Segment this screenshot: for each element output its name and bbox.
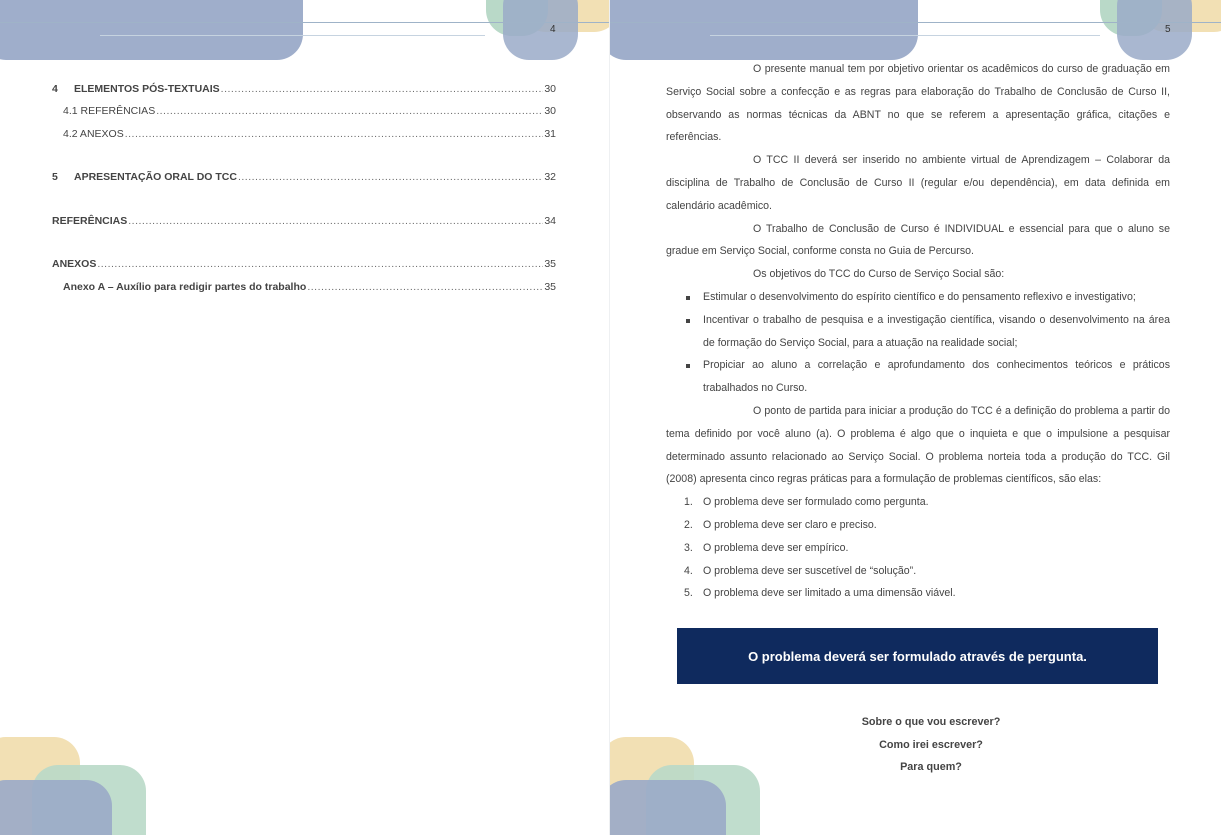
toc-page-number: 32 — [544, 171, 556, 183]
header-line — [610, 22, 1221, 23]
toc-entry[interactable] — [52, 215, 556, 227]
list-item: Propiciar ao aluno a correlação e aprofundamento dos conhecimentos teóricos e práticos trabalhados no Curso. — [703, 354, 1170, 400]
paragraph: O presente manual tem por objetivo orientar os acadêmicos do curso de graduação em Serviço Social sobre a confecção e as regras para elaboração do Trabalho de Conclusão de Curso II, observando as normas técnicas da ABNT no que se referem a apresentação gráfica, citações e referências. — [666, 63, 1170, 144]
body-text — [666, 58, 1170, 605]
paragraph: O TCC II deverá ser inserido no ambiente virtual de Aprendizagem – Colaborar da disciplina de Trabalho de Conclusão de Curso II (regular e/ou dependência), em data definida em calendário acadêmico. — [666, 154, 1170, 212]
page-number: 4 — [550, 24, 556, 35]
toc-leader — [97, 258, 543, 270]
toc-leader — [125, 128, 544, 140]
guiding-questions — [816, 711, 1046, 779]
list-item: 4. O problema deve ser suscetível de “solução”. — [684, 564, 917, 577]
list-item: 5. O problema deve ser limitado a uma dimensão viável. — [684, 587, 956, 600]
header-line-2 — [710, 35, 1100, 36]
toc-title: 4.1 REFERÊNCIAS — [63, 105, 156, 117]
toc-entry[interactable] — [52, 258, 556, 270]
toc-page-number: 35 — [544, 258, 556, 270]
toc-entry[interactable] — [63, 128, 556, 140]
header-line — [0, 22, 609, 23]
list-item: 3. O problema deve ser empírico. — [684, 541, 849, 554]
paragraph: Os objetivos do TCC do Curso de Serviço Social são: — [753, 268, 1005, 281]
toc-title: Anexo A – Auxílio para redigir partes do trabalho — [63, 281, 307, 293]
toc-page-number: 35 — [544, 281, 556, 293]
list-item: Estimular o desenvolvimento do espírito científico e do pensamento reflexivo e investigativo; — [703, 286, 1170, 309]
page-right — [610, 0, 1221, 835]
toc-leader — [156, 105, 543, 117]
list-item: Incentivar o trabalho de pesquisa e a investigação científica, visando o desenvolvimento na área de formação do Serviço Social, para a atuação na realidade social; — [703, 309, 1170, 355]
header-blob-blue-small — [503, 0, 578, 60]
toc-page-number: 31 — [544, 128, 556, 140]
toc-leader — [238, 171, 543, 183]
objectives-list — [666, 286, 1170, 400]
toc-title: APRESENTAÇÃO ORAL DO TCC — [74, 171, 237, 183]
rules-list — [666, 491, 1170, 605]
question: Para quem? — [900, 761, 962, 774]
callout-box: O problema deverá ser formulado através de pergunta. — [677, 628, 1158, 684]
question: Sobre o que vou escrever? — [861, 716, 1001, 728]
toc-page-number: 34 — [544, 215, 556, 227]
toc-entry[interactable] — [52, 171, 556, 183]
toc-entry[interactable] — [63, 281, 556, 293]
paragraph: O Trabalho de Conclusão de Curso é INDIVIDUAL e essencial para que o aluno se gradue em Serviço Social, conforme consta no Guia de Percurso. — [666, 222, 1170, 258]
page-number: 5 — [1165, 24, 1171, 35]
toc-leader — [221, 83, 544, 95]
list-item: 2. O problema deve ser claro e preciso. — [684, 518, 877, 531]
toc-entry[interactable] — [63, 105, 556, 117]
toc-page-number: 30 — [544, 105, 556, 117]
toc-page-number: 30 — [544, 83, 556, 95]
toc-leader — [128, 215, 543, 227]
toc-number: 5 — [52, 171, 58, 183]
question: Como irei escrever? — [879, 738, 983, 751]
header-blob-blue — [610, 0, 918, 60]
header-line-2 — [100, 35, 485, 36]
header-blob-blue — [0, 0, 303, 60]
toc-title: ELEMENTOS PÓS-TEXTUAIS — [74, 83, 220, 95]
footer-blob-blue — [610, 780, 726, 835]
footer-blob-blue — [0, 780, 112, 835]
page-left — [0, 0, 609, 835]
toc-title: REFERÊNCIAS — [52, 215, 128, 227]
toc-number: 4 — [52, 83, 58, 95]
list-item: 1. O problema deve ser formulado como pergunta. — [684, 496, 929, 509]
paragraph: O ponto de partida para iniciar a produção do TCC é a definição do problema a partir do tema definido por você aluno (a). O problema é algo que o inquieta e que o impulsione a pesquisar determinado assunto relacionado ao Serviço Social. O problema norteia toda a produção do TCC. Gil (2008) apresenta cinco regras práticas para a formulação de problemas científicos, são elas: — [666, 404, 1170, 486]
toc-entry[interactable] — [52, 83, 556, 95]
toc-leader — [307, 281, 543, 293]
toc-title: 4.2 ANEXOS — [63, 128, 124, 140]
toc-title: ANEXOS — [52, 258, 97, 270]
header-blob-blue-small — [1117, 0, 1192, 60]
